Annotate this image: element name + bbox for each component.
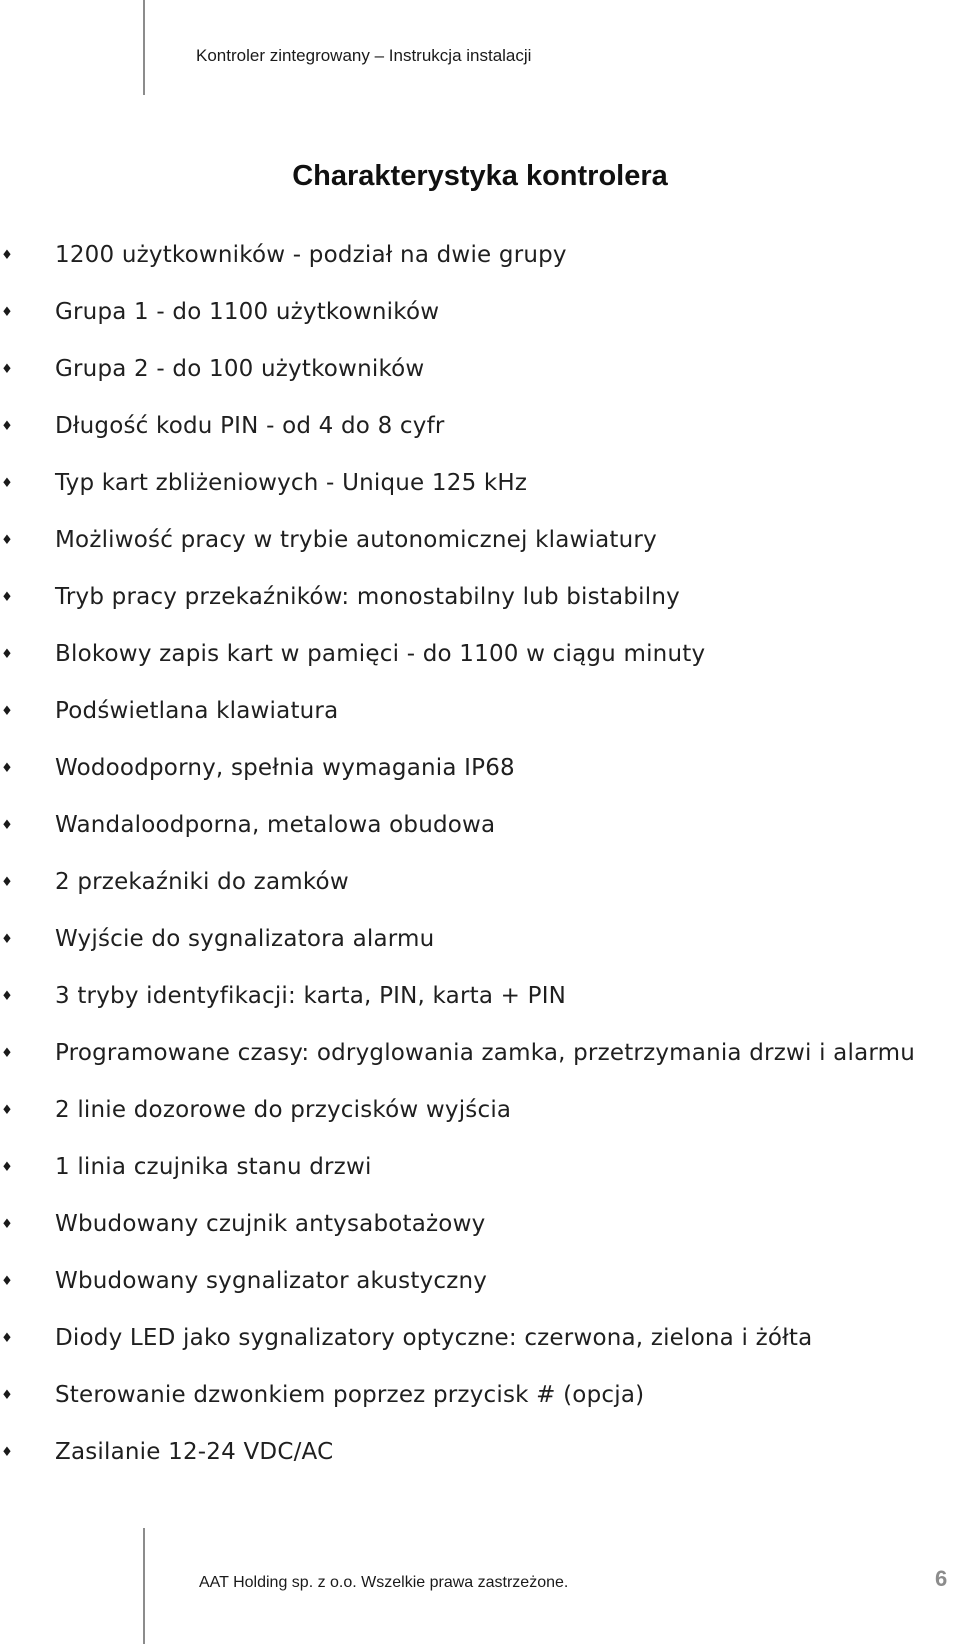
feature-text: Tryb pracy przekaźników: monostabilny lub bistabilny [55, 584, 680, 610]
feature-text: Zasilanie 12-24 VDC/AC [55, 1439, 334, 1465]
diamond-bullet-icon: ♦ [1, 419, 13, 434]
feature-item [0, 227, 960, 284]
feature-item [0, 455, 960, 512]
feature-text: Blokowy zapis kart w pamięci - do 1100 w ciągu minuty [55, 641, 706, 667]
diamond-bullet-icon: ♦ [1, 476, 13, 491]
diamond-bullet-icon: ♦ [1, 989, 13, 1004]
document-header-title: Kontroler zintegrowany – Instrukcja instalacji [196, 46, 532, 65]
feature-item [0, 341, 960, 398]
feature-text: Długość kodu PIN - od 4 do 8 cyfr [55, 413, 445, 439]
feature-item [0, 854, 960, 911]
feature-text: 3 tryby identyfikacji: karta, PIN, karta + PIN [55, 983, 567, 1009]
diamond-bullet-icon: ♦ [1, 1103, 13, 1118]
feature-text: Wyjście do sygnalizatora alarmu [55, 926, 435, 952]
diamond-bullet-icon: ♦ [1, 362, 13, 377]
diamond-bullet-icon: ♦ [1, 1217, 13, 1232]
diamond-bullet-icon: ♦ [1, 647, 13, 662]
feature-item [0, 284, 960, 341]
feature-item [0, 740, 960, 797]
diamond-bullet-icon: ♦ [1, 761, 13, 776]
diamond-bullet-icon: ♦ [1, 1331, 13, 1346]
feature-item [0, 626, 960, 683]
feature-item [0, 569, 960, 626]
footer-copyright: AAT Holding sp. z o.o. Wszelkie prawa zastrzeżone. [199, 1574, 569, 1591]
feature-item [0, 797, 960, 854]
feature-item [0, 1025, 960, 1082]
diamond-bullet-icon: ♦ [1, 1388, 13, 1403]
feature-text: Typ kart zbliżeniowych - Unique 125 kHz [55, 470, 528, 496]
feature-text: Sterowanie dzwonkiem poprzez przycisk # (opcja) [55, 1382, 645, 1408]
feature-item [0, 1367, 960, 1424]
section-heading [0, 160, 960, 193]
feature-text: Wandaloodporna, metalowa obudowa [55, 812, 496, 838]
section-heading-text: Charakterystyka kontrolera [292, 160, 668, 193]
diamond-bullet-icon: ♦ [1, 875, 13, 890]
diamond-bullet-icon: ♦ [1, 1445, 13, 1460]
feature-text: Grupa 1 - do 1100 użytkowników [55, 299, 440, 325]
feature-text: Wbudowany sygnalizator akustyczny [55, 1268, 488, 1294]
feature-item [0, 911, 960, 968]
feature-item [0, 968, 960, 1025]
diamond-bullet-icon: ♦ [1, 704, 13, 719]
feature-list [0, 227, 960, 1481]
feature-text: 2 linie dozorowe do przycisków wyjścia [55, 1097, 512, 1123]
feature-text: Wodoodporny, spełnia wymagania IP68 [55, 755, 515, 781]
feature-text: Programowane czasy: odryglowania zamka, przetrzymania drzwi i alarmu [55, 1040, 915, 1066]
diamond-bullet-icon: ♦ [1, 248, 13, 263]
feature-item [0, 1139, 960, 1196]
feature-text: Możliwość pracy w trybie autonomicznej klawiatury [55, 527, 657, 553]
feature-item [0, 1253, 960, 1310]
header-divider [143, 0, 145, 95]
feature-item [0, 1196, 960, 1253]
diamond-bullet-icon: ♦ [1, 932, 13, 947]
diamond-bullet-icon: ♦ [1, 1046, 13, 1061]
diamond-bullet-icon: ♦ [1, 533, 13, 548]
feature-item [0, 1310, 960, 1367]
diamond-bullet-icon: ♦ [1, 1160, 13, 1175]
feature-item [0, 1082, 960, 1139]
feature-text: Wbudowany czujnik antysabotażowy [55, 1211, 486, 1237]
feature-item [0, 398, 960, 455]
feature-text: 1 linia czujnika stanu drzwi [55, 1154, 372, 1180]
diamond-bullet-icon: ♦ [1, 590, 13, 605]
diamond-bullet-icon: ♦ [1, 305, 13, 320]
diamond-bullet-icon: ♦ [1, 1274, 13, 1289]
feature-item [0, 1424, 960, 1481]
feature-item [0, 512, 960, 569]
footer-divider [143, 1528, 145, 1644]
feature-item [0, 683, 960, 740]
feature-text: 1200 użytkowników - podział na dwie grupy [55, 242, 567, 268]
page-number: 6 [935, 1566, 948, 1591]
feature-text: Diody LED jako sygnalizatory optyczne: czerwona, zielona i żółta [55, 1325, 813, 1351]
feature-text: Grupa 2 - do 100 użytkowników [55, 356, 425, 382]
feature-text: Podświetlana klawiatura [55, 698, 339, 724]
diamond-bullet-icon: ♦ [1, 818, 13, 833]
feature-text: 2 przekaźniki do zamków [55, 869, 349, 895]
